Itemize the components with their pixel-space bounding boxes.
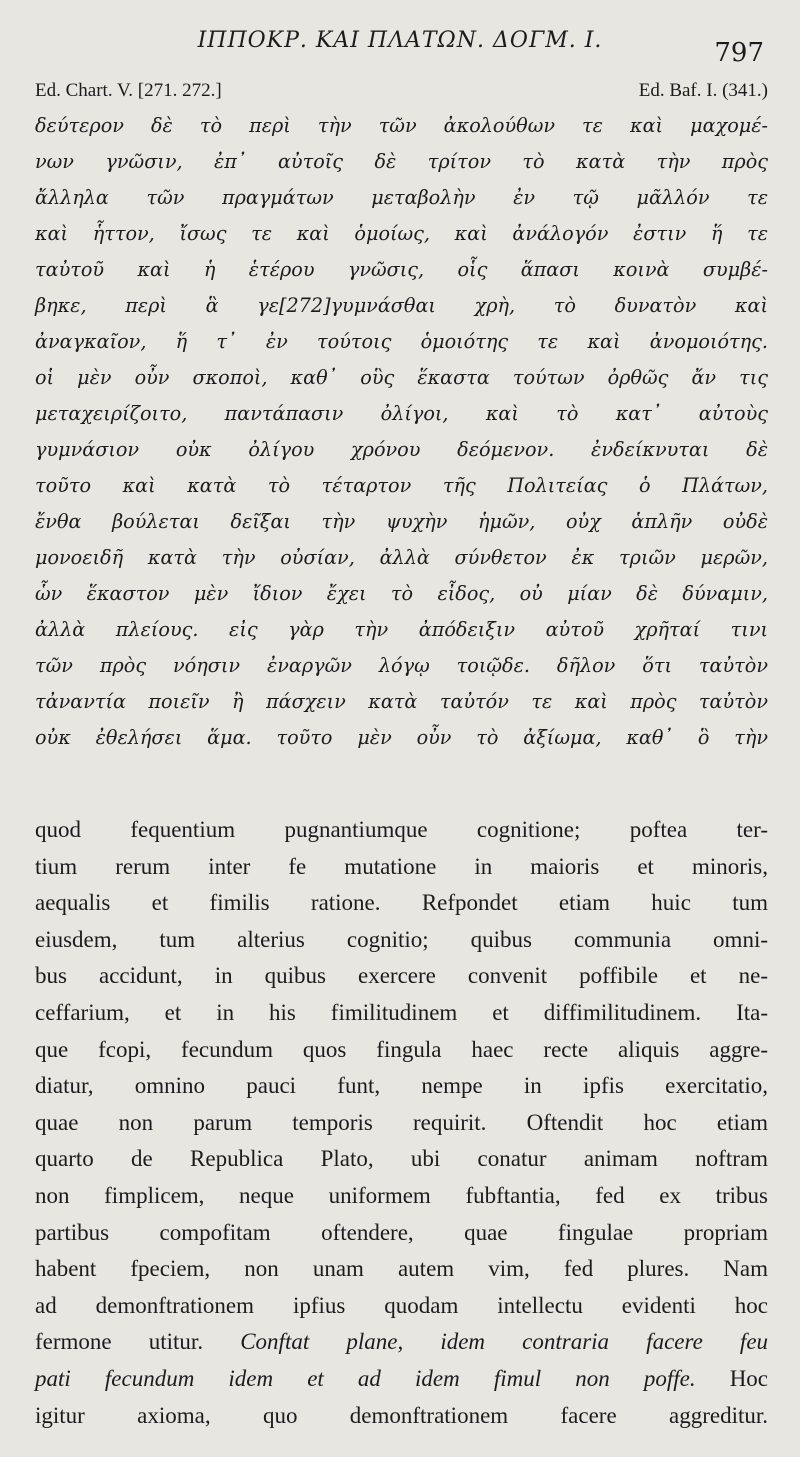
latin-line: eiusdem, tum alterius cognitio; quibus communia omni-: [35, 926, 768, 952]
latin-text-plain: Hoc: [729, 1365, 769, 1391]
page-number: 797: [714, 38, 764, 68]
greek-line: δεύτερον δὲ τὸ περὶ τὴν τῶν ἀκολούθων τε καὶ μαχομέ-: [35, 114, 768, 137]
greek-line: οἱ μὲν οὖν σκοποὶ, καθ᾽ οὓς ἕκαστα τούτων ὀρθῶς ἄν τις: [35, 366, 768, 389]
greek-line: ταὐτοῦ καὶ ἡ ἑτέρου γνῶσις, οἷς ἅπασι κοινὰ συμβέ-: [35, 258, 768, 281]
greek-line: ὧν ἕκαστον μὲν ἴδιον ἔχει τὸ εἶδος, οὐ μίαν δὲ δύναμιν,: [35, 582, 768, 605]
greek-line: ἀλλὰ πλείους. εἰς γὰρ τὴν ἀπόδειξιν αὐτοῦ χρῆταί τινι: [35, 618, 768, 641]
greek-line: ἔνθα βούλεται δεῖξαι τὴν ψυχὴν ἡμῶν, οὐχ ἁπλῆν οὐδὲ: [35, 510, 768, 533]
latin-line-mixed: [35, 1324, 768, 1361]
greek-line: οὐκ ἐθελήσει ἅμα. τοῦτο μὲν οὖν τὸ ἀξίωμα, καθ᾽ ὃ τὴν: [35, 726, 768, 749]
greek-line: καὶ ἧττον, ἴσως τε καὶ ὁμοίως, καὶ ἀνάλογόν ἐστιν ἥ τε: [35, 222, 768, 245]
greek-line: ἀναγκαῖον, ἥ τ᾽ ἐν τούτοις ὁμοιότης τε καὶ ἀνομοιότης.: [35, 330, 768, 353]
latin-line: quod fequentium pugnantiumque cognitione; poftea ter-: [35, 817, 768, 842]
latin-text-italic: pati fecundum idem et ad idem fimul non poffe.: [35, 1365, 696, 1391]
latin-line: igitur axioma, quo demonftrationem facere aggreditur.: [35, 1402, 768, 1428]
greek-line: νων γνῶσιν, ἐπ᾽ αὐτοῖς δὲ τρίτον τὸ κατὰ τὴν πρὸς: [35, 150, 768, 173]
running-title: ΙΠΠΟΚΡ. ΚΑΙ ΠΛΑΤΩΝ. ΔΟΓΜ. Ι.: [197, 28, 603, 53]
latin-line: tium rerum inter fe mutatione in maioris et minoris,: [35, 853, 768, 879]
show-through-text: [235, 758, 795, 786]
latin-line: aequalis et fimilis ratione. Refpondet etiam huic tum: [35, 890, 768, 916]
greek-line: γυμνάσιον οὐκ ὀλίγου χρόνου δεόμενον. ἐνδείκνυται δὲ: [35, 438, 768, 461]
greek-text-block: [35, 108, 768, 756]
latin-line-mixed: [35, 1361, 768, 1398]
edition-reference-right: Ed. Baf. I. (341.): [638, 80, 768, 101]
greek-line: τἀναντία ποιεῖν ἢ πάσχειν κατὰ ταὐτόν τε καὶ πρὸς ταὐτὸν: [35, 690, 768, 713]
latin-line: habent fpeciem, non unam autem vim, fed plures. Nam: [35, 1256, 768, 1282]
edition-reference-left: Ed. Chart. V. [271. 272.]: [35, 80, 222, 101]
latin-text-block: [35, 812, 768, 1434]
latin-line: bus accidunt, in quibus exercere convenit poffibile et ne-: [35, 963, 768, 989]
latin-text-italic: Conftat plane, idem contraria facere feu: [240, 1329, 769, 1355]
latin-line: quarto de Republica Plato, ubi conatur animam noftram: [35, 1146, 768, 1172]
greek-line: μεταχειρίζοιτο, παντάπασιν ὀλίγοι, καὶ τὸ κατ᾽ αὐτοὺς: [35, 402, 768, 425]
latin-text-plain: fermone utitur.: [35, 1329, 204, 1355]
greek-line: ἄλληλα τῶν πραγμάτων μεταβολὴν ἐν τῷ μᾶλλόν τε: [35, 186, 768, 209]
latin-line: partibus compofitam oftendere, quae fingulae propriam: [35, 1219, 768, 1245]
latin-line: diatur, omnino pauci funt, nempe in ipfis exercitatio,: [35, 1073, 768, 1099]
greek-line: βηκε, περὶ ἃ γε[272]γυμνάσθαι χρὴ, τὸ δυνατὸν καὶ: [35, 294, 768, 317]
greek-line: τῶν πρὸς νόησιν ἐναργῶν λόγῳ τοιῷδε. δῆλον ὅτι ταὐτὸν: [35, 654, 768, 677]
greek-line: μονοειδῆ κατὰ τὴν οὐσίαν, ἀλλὰ σύνθετον ἐκ τριῶν μερῶν,: [35, 546, 768, 569]
latin-line: quae non parum temporis requirit. Oftendit hoc etiam: [35, 1109, 768, 1135]
latin-line: non fimplicem, neque uniformem fubftantia, fed ex tribus: [35, 1182, 768, 1208]
latin-line: ceffarium, et in his fimilitudinem et diffimilitudinem. Ita-: [35, 999, 768, 1025]
latin-line: ad demonftrationem ipfius quodam intellectu evidenti hoc: [35, 1292, 768, 1318]
greek-line: τοῦτο καὶ κατὰ τὸ τέταρτον τῆς Πολιτείας ὁ Πλάτων,: [35, 474, 768, 497]
latin-line: que fcopi, fecundum quos fingula haec recte aliquis aggre-: [35, 1036, 768, 1062]
